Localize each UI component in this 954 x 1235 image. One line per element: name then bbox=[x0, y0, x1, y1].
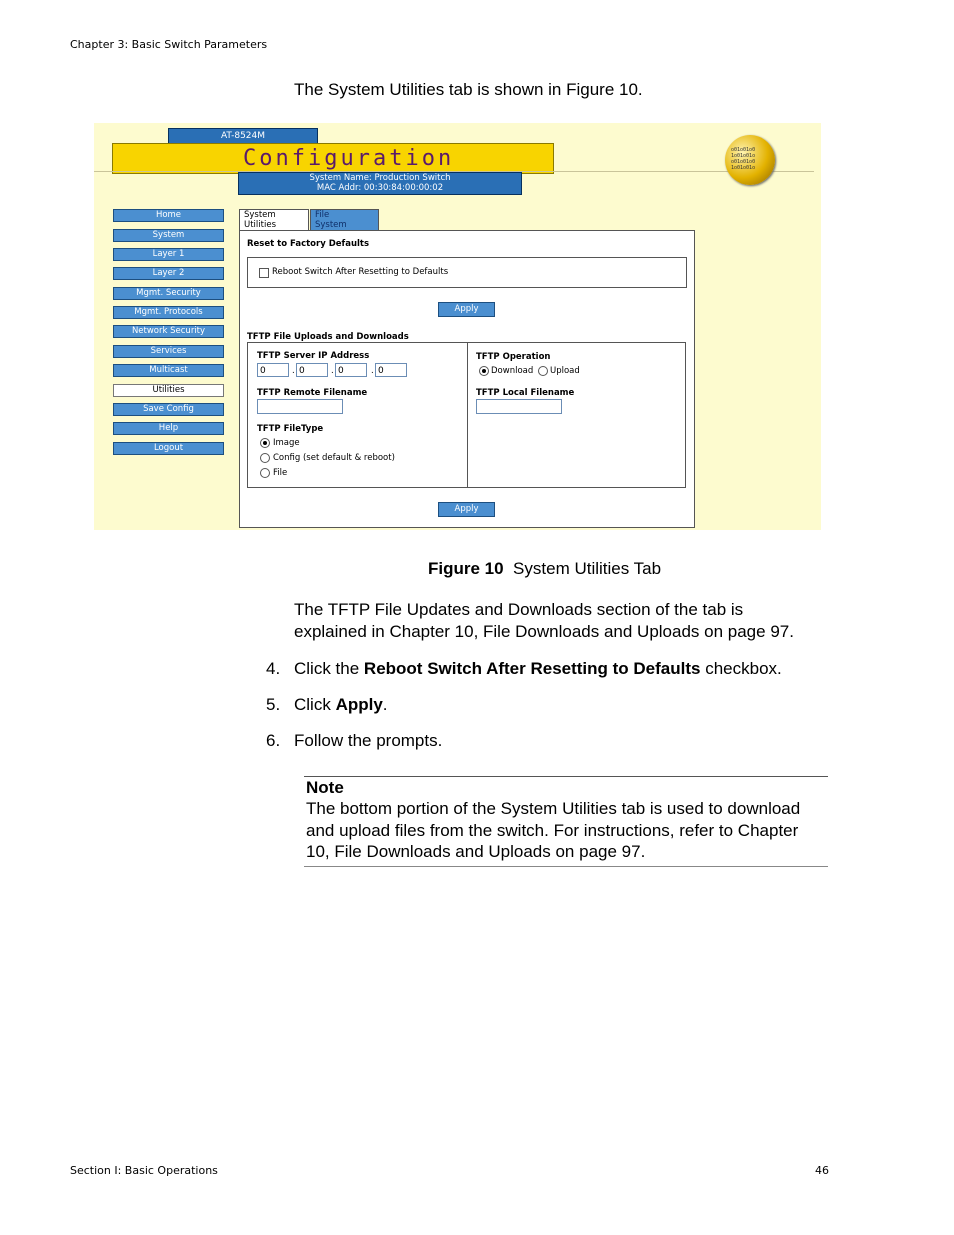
step-4 bbox=[294, 658, 782, 680]
footer-section: Section I: Basic Operations bbox=[70, 1164, 218, 1177]
note-line-3: 10, File Downloads and Uploads on page 97. bbox=[306, 842, 646, 861]
remote-filename-input[interactable] bbox=[257, 399, 343, 414]
paragraph-line-2: explained in Chapter 10, File Downloads and Uploads on page 97. bbox=[294, 622, 794, 641]
operation-label: TFTP Operation bbox=[476, 352, 551, 362]
tab-label-line1: System bbox=[244, 210, 276, 220]
tftp-apply-button[interactable]: Apply bbox=[438, 502, 495, 517]
page-number: 46 bbox=[815, 1164, 829, 1177]
filetype-image-radio[interactable] bbox=[260, 438, 270, 448]
reset-heading: Reset to Factory Defaults bbox=[247, 239, 370, 249]
reboot-checkbox-label: Reboot Switch After Resetting to Defaults bbox=[272, 267, 449, 277]
step-4-number: 4. bbox=[266, 659, 281, 678]
step-6-number: 6. bbox=[266, 731, 281, 750]
filetype-label: TFTP FileType bbox=[257, 424, 324, 434]
nav-mgmt-protocols[interactable]: Mgmt. Protocols bbox=[113, 306, 224, 319]
filetype-config-radio[interactable] bbox=[260, 453, 270, 463]
tab-file-system[interactable] bbox=[310, 209, 379, 230]
note-line-2: and upload files from the switch. For instructions, refer to Chapter bbox=[306, 821, 799, 840]
filetype-image-label: Image bbox=[273, 438, 300, 448]
nav-help[interactable]: Help bbox=[113, 422, 224, 435]
page-title: Configuration bbox=[243, 146, 455, 171]
note-line-1: The bottom portion of the System Utilities tab is used to download bbox=[306, 799, 801, 818]
tab-label-line2: Utilities bbox=[244, 220, 276, 230]
reset-frame bbox=[247, 257, 687, 288]
nav-services[interactable]: Services bbox=[113, 345, 224, 358]
step-text: checkbox. bbox=[700, 659, 782, 678]
operation-upload-label: Upload bbox=[550, 366, 580, 376]
ip-octet-2[interactable]: 0 bbox=[296, 363, 328, 377]
paragraph-line-1: The TFTP File Updates and Downloads section of the tab is bbox=[294, 600, 744, 619]
title-bar bbox=[112, 143, 554, 174]
figure-screenshot bbox=[94, 123, 821, 530]
ip-dot: . bbox=[331, 366, 334, 376]
globe-binary-pattern: o01o01o0 1o01o01o o01o01o0 1o01o01o bbox=[731, 147, 756, 171]
system-name: System Name: Production Switch bbox=[309, 173, 451, 183]
local-filename-label: TFTP Local Filename bbox=[476, 388, 575, 398]
step-5 bbox=[294, 694, 388, 716]
nav-system[interactable]: System bbox=[113, 229, 224, 242]
tftp-right-frame bbox=[467, 342, 686, 488]
local-filename-input[interactable] bbox=[476, 399, 562, 414]
filetype-config-label: Config (set default & reboot) bbox=[273, 453, 395, 463]
nav-logout[interactable]: Logout bbox=[113, 442, 224, 455]
remote-filename-label: TFTP Remote Filename bbox=[257, 388, 368, 398]
operation-download-radio[interactable] bbox=[479, 366, 489, 376]
tab-label-line1: File bbox=[315, 210, 330, 220]
step-text: . bbox=[382, 695, 388, 714]
operation-download-label: Download bbox=[491, 366, 534, 376]
ip-octet-1[interactable]: 0 bbox=[257, 363, 289, 377]
nav-mgmt-security[interactable]: Mgmt. Security bbox=[113, 287, 224, 300]
model-label: AT-8524M bbox=[168, 128, 318, 144]
nav-network-security[interactable]: Network Security bbox=[113, 325, 224, 338]
caption-label: Figure 10 bbox=[428, 559, 504, 578]
system-info-box bbox=[238, 172, 522, 195]
nav-save-config[interactable]: Save Config bbox=[113, 403, 224, 416]
tab-label-line2: System bbox=[315, 220, 347, 230]
step-text: Click bbox=[294, 695, 336, 714]
note-title: Note bbox=[306, 778, 344, 797]
reboot-checkbox[interactable] bbox=[259, 268, 269, 278]
step-bold: Reboot Switch After Resetting to Defaults bbox=[363, 659, 701, 678]
mac-address: MAC Addr: 00:30:84:00:00:02 bbox=[316, 183, 444, 193]
step-bold: Apply bbox=[335, 695, 383, 714]
filetype-file-label: File bbox=[273, 468, 288, 478]
tab-system-utilities[interactable] bbox=[239, 209, 309, 230]
ip-octet-3[interactable]: 0 bbox=[335, 363, 367, 377]
note-top-rule bbox=[304, 776, 828, 777]
tftp-heading: TFTP File Uploads and Downloads bbox=[247, 332, 409, 342]
figure-caption bbox=[428, 558, 661, 580]
nav-utilities[interactable]: Utilities bbox=[113, 384, 224, 397]
step-text: Click the bbox=[294, 659, 364, 678]
ip-octet-4[interactable]: 0 bbox=[375, 363, 407, 377]
operation-upload-radio[interactable] bbox=[538, 366, 548, 376]
caption-text: System Utilities Tab bbox=[513, 559, 662, 578]
nav-layer-2[interactable]: Layer 2 bbox=[113, 267, 224, 280]
tab-content-panel bbox=[239, 230, 695, 528]
step-5-number: 5. bbox=[266, 695, 281, 714]
note-bottom-rule bbox=[304, 866, 828, 867]
server-ip-label: TFTP Server IP Address bbox=[257, 351, 370, 361]
running-header: Chapter 3: Basic Switch Parameters bbox=[70, 38, 268, 51]
tftp-left-frame bbox=[247, 342, 468, 488]
reset-apply-button[interactable]: Apply bbox=[438, 302, 495, 317]
nav-home[interactable]: Home bbox=[113, 209, 224, 222]
step-text: Follow the prompts. bbox=[294, 731, 443, 750]
nav-multicast[interactable]: Multicast bbox=[113, 364, 224, 377]
globe-logo-icon bbox=[725, 135, 775, 185]
filetype-file-radio[interactable] bbox=[260, 468, 270, 478]
intro-text: The System Utilities tab is shown in Figure 10. bbox=[294, 80, 643, 99]
step-6 bbox=[294, 730, 442, 752]
ip-dot: . bbox=[371, 366, 374, 376]
nav-layer-1[interactable]: Layer 1 bbox=[113, 248, 224, 261]
ip-dot: . bbox=[292, 366, 295, 376]
